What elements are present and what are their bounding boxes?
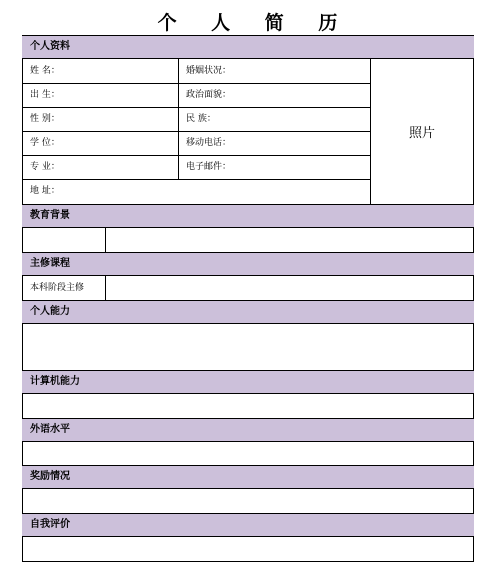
birth-label: 出 生：: [30, 90, 60, 100]
gender-label: 性 别：: [30, 114, 60, 124]
photo-placeholder: 照片: [408, 126, 435, 141]
grid-line: [105, 228, 106, 252]
name-label: 姓 名：: [30, 66, 60, 76]
section-ability-header: 个人能力: [22, 300, 474, 324]
page-title: 个 人 简 历: [157, 12, 352, 34]
section-personal-header: 个人资料: [22, 35, 474, 59]
grid-line: [22, 179, 370, 180]
section-self-eval-header: 自我评价: [22, 513, 474, 537]
email-label: 电子邮件：: [186, 162, 232, 172]
grid-line: [105, 276, 106, 300]
political-status-label: 政治面貌：: [186, 90, 232, 100]
major-label: 专 业：: [30, 162, 60, 172]
mobile-phone-label: 移动电话：: [186, 138, 232, 148]
section-computer-header: 计算机能力: [22, 370, 474, 394]
section-language-header: 外语水平: [22, 418, 474, 442]
marital-status-label: 婚姻状况：: [186, 66, 232, 76]
grid-line: [178, 59, 179, 180]
address-label: 地 址：: [30, 186, 60, 196]
section-courses-header: 主修课程: [22, 252, 474, 276]
ethnicity-label: 民 族：: [186, 114, 216, 124]
section-education-header: 教育背景: [22, 204, 474, 228]
section-awards-header: 奖励情况: [22, 465, 474, 489]
degree-label: 学 位：: [30, 138, 60, 148]
courses-row-label: 本科阶段主修: [30, 283, 85, 293]
